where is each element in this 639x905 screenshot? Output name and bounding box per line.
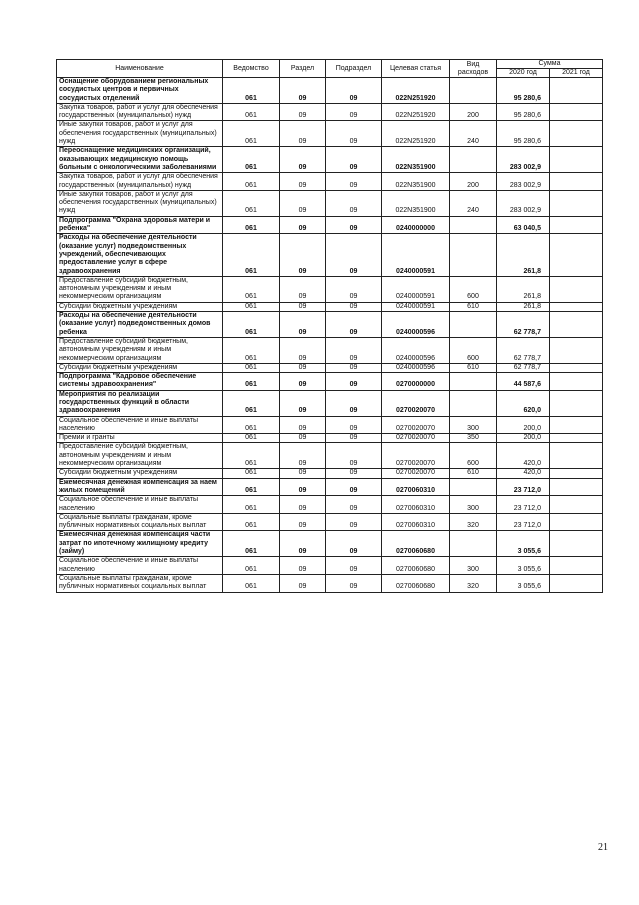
cell-podrazdel: 09 xyxy=(326,337,382,363)
table-row xyxy=(57,373,603,391)
cell-name: Мероприятия по реализации государственных функций в области здравоохранения xyxy=(57,390,223,416)
table-row xyxy=(57,416,603,434)
header-name: Наименование xyxy=(57,60,223,78)
cell-name: Подпрограмма "Кадровое обеспечение системы здравоохранения" xyxy=(57,373,223,391)
cell-razdel: 09 xyxy=(280,574,326,592)
cell-vid-rashodov: 300 xyxy=(450,416,497,434)
cell-celevaya-statya: 022N251920 xyxy=(382,78,450,104)
cell-vid-rashodov xyxy=(450,147,497,173)
cell-razdel: 09 xyxy=(280,147,326,173)
cell-name: Ежемесячная денежная компенсация за наем жилых помещений xyxy=(57,478,223,496)
cell-vedomstvo: 061 xyxy=(223,434,280,443)
header-year-2021: 2021 год xyxy=(550,69,603,78)
cell-podrazdel: 09 xyxy=(326,496,382,514)
cell-vedomstvo: 061 xyxy=(223,147,280,173)
cell-sum-2020: 200,0 xyxy=(497,434,550,443)
cell-podrazdel: 09 xyxy=(326,390,382,416)
table-row xyxy=(57,574,603,592)
cell-name: Расходы на обеспечение деятельности (оказание услуг) подведомственных учреждений, обеспечивающих предоставление услуг в сфере здравоохранения xyxy=(57,234,223,276)
cell-podrazdel: 09 xyxy=(326,557,382,575)
cell-sum-2020: 620,0 xyxy=(497,390,550,416)
cell-podrazdel: 09 xyxy=(326,302,382,311)
cell-vedomstvo: 061 xyxy=(223,216,280,234)
cell-sum-2021 xyxy=(550,363,603,372)
cell-sum-2021 xyxy=(550,337,603,363)
cell-sum-2020: 261,8 xyxy=(497,234,550,276)
table-row xyxy=(57,478,603,496)
cell-sum-2021 xyxy=(550,531,603,557)
cell-vedomstvo: 061 xyxy=(223,78,280,104)
cell-podrazdel: 09 xyxy=(326,78,382,104)
cell-vid-rashodov: 600 xyxy=(450,443,497,469)
table-row xyxy=(57,363,603,372)
cell-podrazdel: 09 xyxy=(326,147,382,173)
cell-podrazdel: 09 xyxy=(326,103,382,121)
cell-sum-2020: 283 002,9 xyxy=(497,173,550,191)
cell-vid-rashodov: 300 xyxy=(450,496,497,514)
cell-vedomstvo: 061 xyxy=(223,121,280,147)
cell-sum-2021 xyxy=(550,276,603,302)
cell-name: Закупка товаров, работ и услуг для обеспечения государственных (муниципальных) нужд xyxy=(57,103,223,121)
cell-razdel: 09 xyxy=(280,337,326,363)
cell-celevaya-statya: 022N251920 xyxy=(382,121,450,147)
cell-sum-2020: 200,0 xyxy=(497,416,550,434)
cell-vid-rashodov: 300 xyxy=(450,557,497,575)
cell-vid-rashodov: 240 xyxy=(450,121,497,147)
cell-name: Предоставление субсидий бюджетным, автономным учреждениям и иным некоммерческим организациям xyxy=(57,337,223,363)
cell-razdel: 09 xyxy=(280,478,326,496)
cell-celevaya-statya: 022N351900 xyxy=(382,147,450,173)
cell-sum-2020: 62 778,7 xyxy=(497,363,550,372)
cell-razdel: 09 xyxy=(280,531,326,557)
cell-celevaya-statya: 022N351900 xyxy=(382,190,450,216)
table-row xyxy=(57,469,603,478)
cell-vid-rashodov: 200 xyxy=(450,173,497,191)
cell-vedomstvo: 061 xyxy=(223,557,280,575)
cell-celevaya-statya: 0240000591 xyxy=(382,234,450,276)
cell-vid-rashodov xyxy=(450,216,497,234)
cell-vid-rashodov xyxy=(450,478,497,496)
cell-vedomstvo: 061 xyxy=(223,373,280,391)
cell-sum-2020: 420,0 xyxy=(497,469,550,478)
cell-name: Субсидии бюджетным учреждениям xyxy=(57,363,223,372)
cell-sum-2021 xyxy=(550,234,603,276)
cell-sum-2021 xyxy=(550,312,603,338)
cell-sum-2021 xyxy=(550,103,603,121)
cell-celevaya-statya: 0270060310 xyxy=(382,496,450,514)
cell-sum-2020: 3 055,6 xyxy=(497,531,550,557)
cell-name: Закупка товаров, работ и услуг для обеспечения государственных (муниципальных) нужд xyxy=(57,173,223,191)
cell-razdel: 09 xyxy=(280,434,326,443)
cell-sum-2021 xyxy=(550,147,603,173)
cell-vedomstvo: 061 xyxy=(223,190,280,216)
table-row xyxy=(57,190,603,216)
cell-razdel: 09 xyxy=(280,121,326,147)
cell-name: Ежемесячная денежная компенсация части затрат по ипотечному жилищному кредиту (займу) xyxy=(57,531,223,557)
table-row xyxy=(57,513,603,531)
cell-sum-2021 xyxy=(550,302,603,311)
cell-celevaya-statya: 0240000596 xyxy=(382,363,450,372)
cell-vedomstvo: 061 xyxy=(223,312,280,338)
cell-sum-2021 xyxy=(550,190,603,216)
cell-razdel: 09 xyxy=(280,103,326,121)
cell-sum-2021 xyxy=(550,557,603,575)
cell-vid-rashodov xyxy=(450,531,497,557)
cell-name: Социальное обеспечение и иные выплаты населению xyxy=(57,416,223,434)
table-row xyxy=(57,234,603,276)
budget-table xyxy=(56,59,603,593)
cell-podrazdel: 09 xyxy=(326,434,382,443)
cell-podrazdel: 09 xyxy=(326,312,382,338)
cell-razdel: 09 xyxy=(280,557,326,575)
table-row xyxy=(57,531,603,557)
cell-razdel: 09 xyxy=(280,496,326,514)
cell-name: Социальные выплаты гражданам, кроме публичных нормативных социальных выплат xyxy=(57,513,223,531)
cell-razdel: 09 xyxy=(280,78,326,104)
cell-podrazdel: 09 xyxy=(326,190,382,216)
header-razdel: Раздел xyxy=(280,60,326,78)
cell-name: Расходы на обеспечение деятельности (оказание услуг) подведомственных домов ребенка xyxy=(57,312,223,338)
cell-vedomstvo: 061 xyxy=(223,302,280,311)
cell-vid-rashodov: 240 xyxy=(450,190,497,216)
cell-sum-2020: 95 280,6 xyxy=(497,78,550,104)
table-row xyxy=(57,276,603,302)
header-summa: Сумма xyxy=(497,60,603,69)
cell-razdel: 09 xyxy=(280,216,326,234)
cell-sum-2020: 3 055,6 xyxy=(497,557,550,575)
cell-podrazdel: 09 xyxy=(326,531,382,557)
cell-sum-2020: 95 280,6 xyxy=(497,103,550,121)
cell-vid-rashodov: 320 xyxy=(450,513,497,531)
cell-vedomstvo: 061 xyxy=(223,276,280,302)
cell-sum-2020: 95 280,6 xyxy=(497,121,550,147)
table-body xyxy=(57,78,603,593)
cell-sum-2021 xyxy=(550,373,603,391)
cell-razdel: 09 xyxy=(280,190,326,216)
cell-sum-2021 xyxy=(550,416,603,434)
cell-sum-2021 xyxy=(550,496,603,514)
cell-name: Субсидии бюджетным учреждениям xyxy=(57,469,223,478)
cell-podrazdel: 09 xyxy=(326,416,382,434)
cell-razdel: 09 xyxy=(280,302,326,311)
cell-vid-rashodov: 610 xyxy=(450,469,497,478)
cell-podrazdel: 09 xyxy=(326,121,382,147)
cell-celevaya-statya: 0240000596 xyxy=(382,337,450,363)
table-row xyxy=(57,390,603,416)
cell-razdel: 09 xyxy=(280,416,326,434)
cell-celevaya-statya: 0270020070 xyxy=(382,434,450,443)
cell-celevaya-statya: 0240000591 xyxy=(382,302,450,311)
cell-podrazdel: 09 xyxy=(326,513,382,531)
cell-celevaya-statya: 0270000000 xyxy=(382,373,450,391)
cell-celevaya-statya: 0270020070 xyxy=(382,390,450,416)
cell-vedomstvo: 061 xyxy=(223,173,280,191)
cell-vid-rashodov xyxy=(450,390,497,416)
cell-vid-rashodov: 200 xyxy=(450,103,497,121)
cell-razdel: 09 xyxy=(280,234,326,276)
cell-celevaya-statya: 0270060310 xyxy=(382,513,450,531)
table-row xyxy=(57,337,603,363)
cell-razdel: 09 xyxy=(280,469,326,478)
cell-celevaya-statya: 0270020070 xyxy=(382,443,450,469)
cell-name: Премии и гранты xyxy=(57,434,223,443)
cell-razdel: 09 xyxy=(280,390,326,416)
cell-vedomstvo: 061 xyxy=(223,513,280,531)
cell-name: Иные закупки товаров, работ и услуг для обеспечения государственных (муниципальных) нужд xyxy=(57,190,223,216)
cell-name: Переоснащение медицинских организаций, оказывающих медицинскую помощь больным с онкологическими заболеваниями xyxy=(57,147,223,173)
cell-celevaya-statya: 0240000000 xyxy=(382,216,450,234)
cell-razdel: 09 xyxy=(280,173,326,191)
cell-vedomstvo: 061 xyxy=(223,469,280,478)
cell-podrazdel: 09 xyxy=(326,363,382,372)
table-row xyxy=(57,121,603,147)
cell-vid-rashodov xyxy=(450,78,497,104)
cell-sum-2020: 261,8 xyxy=(497,302,550,311)
cell-podrazdel: 09 xyxy=(326,469,382,478)
cell-celevaya-statya: 0270020070 xyxy=(382,416,450,434)
cell-sum-2021 xyxy=(550,469,603,478)
cell-razdel: 09 xyxy=(280,513,326,531)
table-row xyxy=(57,557,603,575)
cell-vedomstvo: 061 xyxy=(223,234,280,276)
cell-vedomstvo: 061 xyxy=(223,416,280,434)
cell-sum-2020: 283 002,9 xyxy=(497,147,550,173)
cell-vid-rashodov: 600 xyxy=(450,276,497,302)
cell-razdel: 09 xyxy=(280,276,326,302)
cell-name: Подпрограмма "Охрана здоровья матери и ребенка" xyxy=(57,216,223,234)
cell-vid-rashodov: 350 xyxy=(450,434,497,443)
header-vid-rashodov: Вид расходов xyxy=(450,60,497,78)
cell-sum-2020: 62 778,7 xyxy=(497,312,550,338)
cell-podrazdel: 09 xyxy=(326,216,382,234)
cell-sum-2021 xyxy=(550,390,603,416)
cell-celevaya-statya: 022N351900 xyxy=(382,173,450,191)
header-vedomstvo: Ведомство xyxy=(223,60,280,78)
cell-vedomstvo: 061 xyxy=(223,103,280,121)
cell-vid-rashodov: 610 xyxy=(450,302,497,311)
cell-vedomstvo: 061 xyxy=(223,531,280,557)
cell-razdel: 09 xyxy=(280,312,326,338)
cell-sum-2021 xyxy=(550,78,603,104)
table-row xyxy=(57,173,603,191)
cell-name: Иные закупки товаров, работ и услуг для обеспечения государственных (муниципальных) нужд xyxy=(57,121,223,147)
cell-vid-rashodov: 320 xyxy=(450,574,497,592)
cell-celevaya-statya: 0270060680 xyxy=(382,557,450,575)
cell-sum-2020: 261,8 xyxy=(497,276,550,302)
cell-vedomstvo: 061 xyxy=(223,478,280,496)
cell-name: Предоставление субсидий бюджетным, автономным учреждениям и иным некоммерческим организациям xyxy=(57,276,223,302)
cell-podrazdel: 09 xyxy=(326,173,382,191)
table-row xyxy=(57,312,603,338)
cell-podrazdel: 09 xyxy=(326,443,382,469)
cell-celevaya-statya: 0270060310 xyxy=(382,478,450,496)
page-number: 21 xyxy=(598,842,608,853)
cell-sum-2021 xyxy=(550,513,603,531)
header-podrazdel: Подраздел xyxy=(326,60,382,78)
table-row xyxy=(57,78,603,104)
cell-name: Оснащение оборудованием региональных сосудистых центров и первичных сосудистых отделений xyxy=(57,78,223,104)
cell-sum-2020: 283 002,9 xyxy=(497,190,550,216)
cell-celevaya-statya: 0270020070 xyxy=(382,469,450,478)
cell-celevaya-statya: 0270060680 xyxy=(382,531,450,557)
header-year-2020: 2020 год xyxy=(497,69,550,78)
cell-celevaya-statya: 0240000596 xyxy=(382,312,450,338)
cell-vid-rashodov xyxy=(450,234,497,276)
cell-vedomstvo: 061 xyxy=(223,337,280,363)
cell-sum-2020: 420,0 xyxy=(497,443,550,469)
cell-celevaya-statya: 0270060680 xyxy=(382,574,450,592)
cell-sum-2021 xyxy=(550,574,603,592)
header-celevaya-statya: Целевая статья xyxy=(382,60,450,78)
cell-sum-2020: 62 778,7 xyxy=(497,337,550,363)
table-row xyxy=(57,147,603,173)
cell-sum-2021 xyxy=(550,434,603,443)
cell-vedomstvo: 061 xyxy=(223,390,280,416)
cell-sum-2020: 23 712,0 xyxy=(497,496,550,514)
cell-razdel: 09 xyxy=(280,443,326,469)
cell-vedomstvo: 061 xyxy=(223,496,280,514)
cell-vid-rashodov: 610 xyxy=(450,363,497,372)
cell-vedomstvo: 061 xyxy=(223,363,280,372)
cell-celevaya-statya: 0240000591 xyxy=(382,276,450,302)
cell-vid-rashodov xyxy=(450,373,497,391)
table-row xyxy=(57,103,603,121)
cell-vid-rashodov xyxy=(450,312,497,338)
cell-podrazdel: 09 xyxy=(326,478,382,496)
cell-name: Предоставление субсидий бюджетным, автономным учреждениям и иным некоммерческим организациям xyxy=(57,443,223,469)
cell-sum-2020: 44 587,6 xyxy=(497,373,550,391)
table-row xyxy=(57,496,603,514)
cell-vedomstvo: 061 xyxy=(223,574,280,592)
cell-podrazdel: 09 xyxy=(326,574,382,592)
cell-name: Субсидии бюджетным учреждениям xyxy=(57,302,223,311)
cell-razdel: 09 xyxy=(280,373,326,391)
cell-sum-2021 xyxy=(550,173,603,191)
table-row xyxy=(57,302,603,311)
cell-sum-2020: 23 712,0 xyxy=(497,478,550,496)
cell-name: Социальное обеспечение и иные выплаты населению xyxy=(57,496,223,514)
cell-sum-2021 xyxy=(550,443,603,469)
cell-podrazdel: 09 xyxy=(326,234,382,276)
cell-celevaya-statya: 022N251920 xyxy=(382,103,450,121)
table-row xyxy=(57,443,603,469)
cell-podrazdel: 09 xyxy=(326,276,382,302)
cell-sum-2020: 23 712,0 xyxy=(497,513,550,531)
cell-sum-2020: 63 040,5 xyxy=(497,216,550,234)
table-row xyxy=(57,216,603,234)
cell-vid-rashodov: 600 xyxy=(450,337,497,363)
cell-vedomstvo: 061 xyxy=(223,443,280,469)
cell-sum-2021 xyxy=(550,121,603,147)
cell-name: Социальное обеспечение и иные выплаты населению xyxy=(57,557,223,575)
cell-sum-2020: 3 055,6 xyxy=(497,574,550,592)
table-row xyxy=(57,434,603,443)
cell-podrazdel: 09 xyxy=(326,373,382,391)
cell-name: Социальные выплаты гражданам, кроме публичных нормативных социальных выплат xyxy=(57,574,223,592)
cell-sum-2021 xyxy=(550,216,603,234)
cell-sum-2021 xyxy=(550,478,603,496)
cell-razdel: 09 xyxy=(280,363,326,372)
